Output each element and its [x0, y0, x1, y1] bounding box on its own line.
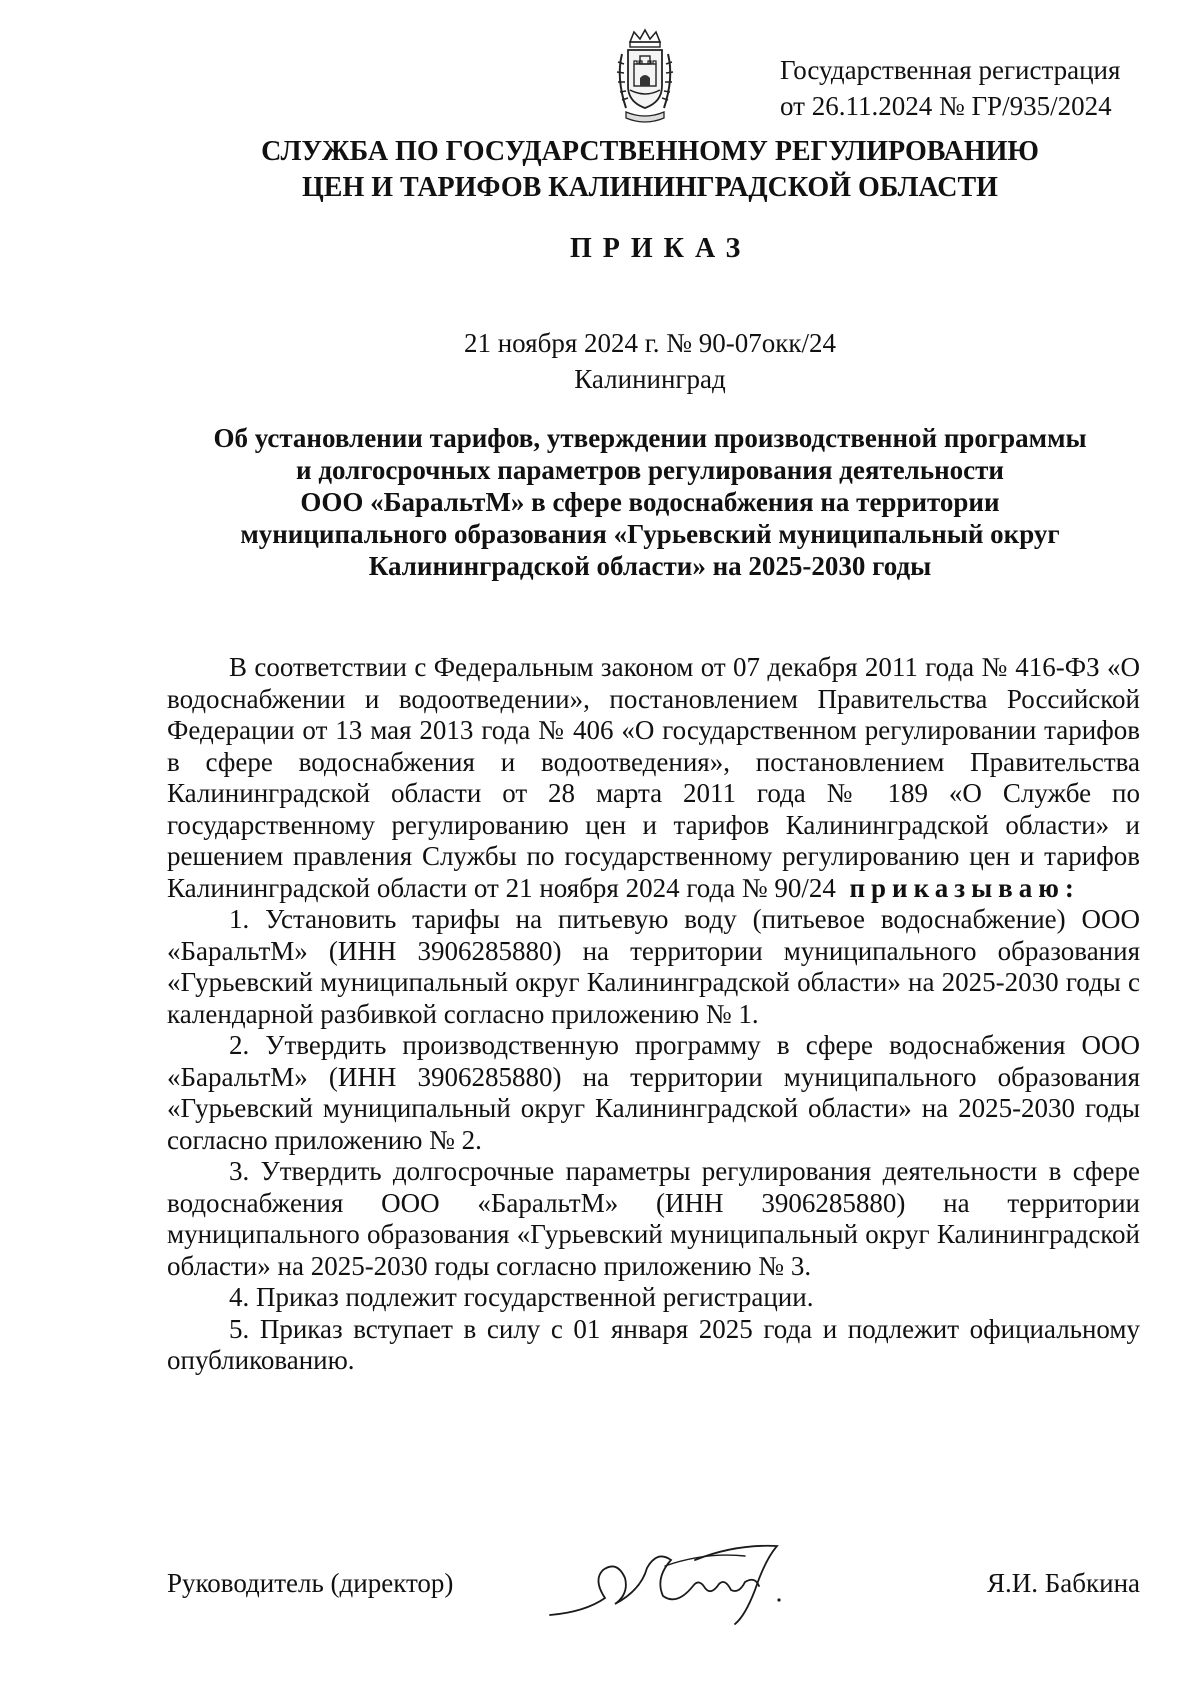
- subject-line-1: Об установлении тарифов, утверждении производственной программы: [213, 423, 1087, 453]
- subject-line-4: муниципального образования «Гурьевский муниципальный округ: [240, 519, 1060, 549]
- order-item-4: 4. Приказ подлежит государственной регистрации.: [229, 1282, 814, 1312]
- date-and-place: [440, 325, 860, 397]
- order-item-1: 1. Установить тарифы на питьевую воду (питьевое водоснабжение) ООО «БаральтМ» (ИНН 3906285880) на территории муниципального образования «Гурьевский муниципальный округ Калининградской области» на 2025-2030 годы с календарной разбивкой согласно приложению № 1.: [167, 904, 1140, 1029]
- document-city: Калининград: [574, 364, 726, 394]
- signatory-name: Я.И. Бабкина: [987, 1568, 1140, 1598]
- coat-of-arms-icon: [612, 28, 678, 124]
- decree-word: приказываю:: [849, 872, 1080, 903]
- document-body: [167, 652, 1140, 1377]
- document-date-number: 21 ноября 2024 г. № 90-07окк/24: [463, 328, 837, 358]
- registration-number: от 26.11.2024 № ГР/935/2024: [780, 91, 1112, 121]
- document-type-heading: ПРИКАЗ: [570, 233, 752, 264]
- agency-name-line-1: СЛУЖБА ПО ГОСУДАРСТВЕННОМУ РЕГУЛИРОВАНИЮ: [261, 136, 1039, 167]
- signature-block: [167, 1560, 1140, 1610]
- subject-line-2: и долгосрочных параметров регулирования деятельности: [296, 455, 1004, 485]
- order-item-3: 3. Утвердить долгосрочные параметры регулирования деятельности в сфере водоснабжения ООО «БаральтМ» (ИНН 3906285880) на территории муниципального образования «Гурьевский муниципальный округ Калининградской области» на 2025-2030 годы согласно приложению № 3.: [167, 1156, 1140, 1281]
- order-item-5: 5. Приказ вступает в силу с 01 января 2025 года и подлежит официальному опубликованию.: [167, 1313, 1140, 1375]
- preamble-text: В соответствии с Федеральным законом от 07 декабря 2011 года № 416-ФЗ «О водоснабжении и водоотведении», постановлением Правительства Российской Федерации от 13 мая 2013 года № 406 «О государственном регулировании тарифов в сфере водоснабжения и водоотведения», постановлением Правительства Калининградской области от 28 марта 2011 года № 189 «О Службе по государственному регулированию цен и тарифов Калининградской области» и решением правления Службы по государственному регулированию цен и тарифов Калининградской области от 21 ноября 2024 года № 90/24: [167, 652, 1140, 903]
- signatory-position: Руководитель (директор): [167, 1568, 454, 1598]
- subject-line-3: ООО «БаральтМ» в сфере водоснабжения на территории: [300, 487, 1000, 517]
- subject-line-5: Калининградской области» на 2025-2030 годы: [368, 551, 932, 581]
- order-item-2: 2. Утвердить производственную программу в сфере водоснабжения ООО «БаральтМ» (ИНН 3906285880) на территории муниципального образования «Гурьевский муниципальный округ Калининградской области» на 2025-2030 годы согласно приложению № 2.: [167, 1030, 1140, 1155]
- state-registration: [780, 52, 1140, 124]
- agency-name: [0, 134, 1200, 206]
- registration-label: Государственная регистрация: [780, 55, 1121, 85]
- preamble-paragraph: [167, 652, 1140, 904]
- document-subject: [150, 422, 1150, 582]
- agency-name-line-2: ЦЕН И ТАРИФОВ КАЛИНИНГРАДСКОЙ ОБЛАСТИ: [302, 172, 998, 203]
- handwritten-signature: [545, 1520, 805, 1630]
